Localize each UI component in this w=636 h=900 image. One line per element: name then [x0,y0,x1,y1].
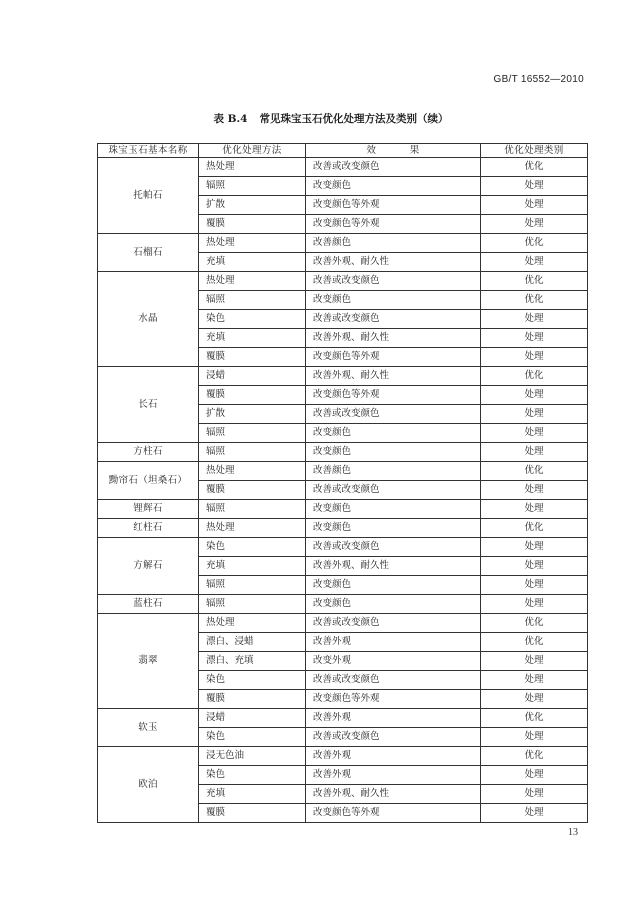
effect-cell: 改变外观 [306,652,481,671]
method-cell: 热处理 [199,519,306,538]
table-row [98,367,588,386]
effect-cell: 改善或改变颜色 [306,538,481,557]
method-cell: 染色 [199,538,306,557]
gem-name-cell: 黝帘石（坦桑石） [98,462,199,500]
category-cell: 优化 [481,234,588,253]
column-header-gem-name: 珠宝玉石基本名称 [98,144,199,158]
effect-cell: 改善或改变颜色 [306,158,481,177]
table-row [98,462,588,481]
table-label: 表 B.4 [213,113,248,125]
effect-cell: 改变颜色 [306,424,481,443]
method-cell: 充填 [199,253,306,272]
method-cell: 辐照 [199,291,306,310]
effect-cell: 改善外观、耐久性 [306,557,481,576]
method-cell: 辐照 [199,500,306,519]
effect-cell: 改变颜色等外观 [306,348,481,367]
table-row [98,158,588,177]
gem-name-cell: 长石 [98,367,199,443]
category-cell: 处理 [481,177,588,196]
table-row [98,272,588,291]
effect-cell: 改善或改变颜色 [306,728,481,747]
gem-name-cell: 方解石 [98,538,199,595]
treatment-table [97,143,588,823]
method-cell: 覆膜 [199,804,306,823]
effect-cell: 改善外观、耐久性 [306,785,481,804]
category-cell: 处理 [481,766,588,785]
category-cell: 处理 [481,215,588,234]
effect-cell: 改变颜色等外观 [306,690,481,709]
category-cell: 优化 [481,367,588,386]
effect-cell: 改变颜色 [306,595,481,614]
category-cell: 处理 [481,804,588,823]
category-cell: 处理 [481,500,588,519]
method-cell: 热处理 [199,614,306,633]
category-cell: 处理 [481,785,588,804]
effect-cell: 改变颜色 [306,177,481,196]
gem-name-cell: 方柱石 [98,443,199,462]
effect-cell: 改变颜色 [306,519,481,538]
method-cell: 染色 [199,310,306,329]
method-cell: 热处理 [199,234,306,253]
category-cell: 优化 [481,709,588,728]
effect-cell: 改善或改变颜色 [306,614,481,633]
category-cell: 处理 [481,481,588,500]
effect-cell: 改善颜色 [306,462,481,481]
table-row [98,614,588,633]
gem-name-cell: 红柱石 [98,519,199,538]
gem-name-cell: 蓝柱石 [98,595,199,614]
category-cell: 优化 [481,158,588,177]
method-cell: 覆膜 [199,386,306,405]
category-cell: 处理 [481,728,588,747]
method-cell: 浸无色油 [199,747,306,766]
table-row [98,443,588,462]
effect-cell: 改善外观 [306,709,481,728]
category-cell: 处理 [481,538,588,557]
category-cell: 处理 [481,576,588,595]
category-cell: 优化 [481,633,588,652]
table-row [98,500,588,519]
method-cell: 覆膜 [199,215,306,234]
method-cell: 辐照 [199,576,306,595]
method-cell: 辐照 [199,595,306,614]
category-cell: 处理 [481,348,588,367]
category-cell: 优化 [481,747,588,766]
effect-cell: 改变颜色等外观 [306,215,481,234]
category-cell: 处理 [481,652,588,671]
effect-cell: 改善或改变颜色 [306,481,481,500]
method-cell: 扩散 [199,196,306,215]
table-row [98,709,588,728]
effect-cell: 改善外观、耐久性 [306,253,481,272]
method-cell: 辐照 [199,443,306,462]
effect-cell: 改善外观 [306,766,481,785]
effect-cell: 改变颜色 [306,500,481,519]
method-cell: 覆膜 [199,481,306,500]
page-number: 13 [568,827,578,838]
category-cell: 处理 [481,443,588,462]
method-cell: 浸蜡 [199,367,306,386]
method-cell: 充填 [199,557,306,576]
table-row [98,747,588,766]
category-cell: 处理 [481,405,588,424]
effect-cell: 改善或改变颜色 [306,405,481,424]
category-cell: 处理 [481,595,588,614]
category-cell: 处理 [481,386,588,405]
effect-cell: 改变颜色等外观 [306,196,481,215]
category-cell: 优化 [481,462,588,481]
effect-cell: 改善或改变颜色 [306,272,481,291]
table-row [98,234,588,253]
method-cell: 充填 [199,785,306,804]
category-cell: 处理 [481,196,588,215]
method-cell: 染色 [199,766,306,785]
gem-name-cell: 水晶 [98,272,199,367]
category-cell: 处理 [481,253,588,272]
category-cell: 优化 [481,272,588,291]
effect-cell: 改善或改变颜色 [306,310,481,329]
category-cell: 优化 [481,291,588,310]
category-cell: 处理 [481,557,588,576]
method-cell: 漂白、充填 [199,652,306,671]
method-cell: 热处理 [199,158,306,177]
method-cell: 辐照 [199,424,306,443]
table-title [26,111,636,126]
table-header-row [98,144,588,158]
category-cell: 处理 [481,424,588,443]
gem-name-cell: 欧泊 [98,747,199,823]
method-cell: 染色 [199,671,306,690]
method-cell: 覆膜 [199,690,306,709]
standard-code: GB/T 16552—2010 [493,74,584,85]
table-title-text: 常见珠宝玉石优化处理方法及类别（续） [259,113,449,125]
method-cell: 漂白、浸蜡 [199,633,306,652]
category-cell: 处理 [481,310,588,329]
category-cell: 优化 [481,519,588,538]
effect-cell: 改善颜色 [306,234,481,253]
method-cell: 覆膜 [199,348,306,367]
effect-cell: 改变颜色 [306,443,481,462]
method-cell: 扩散 [199,405,306,424]
effect-cell: 改变颜色等外观 [306,386,481,405]
effect-cell: 改变颜色 [306,291,481,310]
table-row [98,595,588,614]
category-cell: 处理 [481,329,588,348]
method-cell: 浸蜡 [199,709,306,728]
gem-name-cell: 翡翠 [98,614,199,709]
category-cell: 优化 [481,614,588,633]
gem-name-cell: 软玉 [98,709,199,747]
table-row [98,519,588,538]
effect-cell: 改善外观、耐久性 [306,329,481,348]
effect-cell: 改善外观 [306,747,481,766]
gem-name-cell: 石榴石 [98,234,199,272]
gem-name-cell: 锂辉石 [98,500,199,519]
effect-cell: 改善外观 [306,633,481,652]
method-cell: 热处理 [199,272,306,291]
gem-name-cell: 托帕石 [98,158,199,234]
category-cell: 处理 [481,690,588,709]
table-body [98,158,588,823]
column-header-category: 优化处理类别 [481,144,588,158]
effect-cell: 改善或改变颜色 [306,671,481,690]
column-header-method: 优化处理方法 [199,144,306,158]
effect-cell: 改变颜色等外观 [306,804,481,823]
effect-cell: 改善外观、耐久性 [306,367,481,386]
column-header-effect: 效 果 [306,144,481,158]
method-cell: 染色 [199,728,306,747]
method-cell: 辐照 [199,177,306,196]
effect-cell: 改变颜色 [306,576,481,595]
method-cell: 充填 [199,329,306,348]
category-cell: 处理 [481,671,588,690]
table-row [98,538,588,557]
method-cell: 热处理 [199,462,306,481]
